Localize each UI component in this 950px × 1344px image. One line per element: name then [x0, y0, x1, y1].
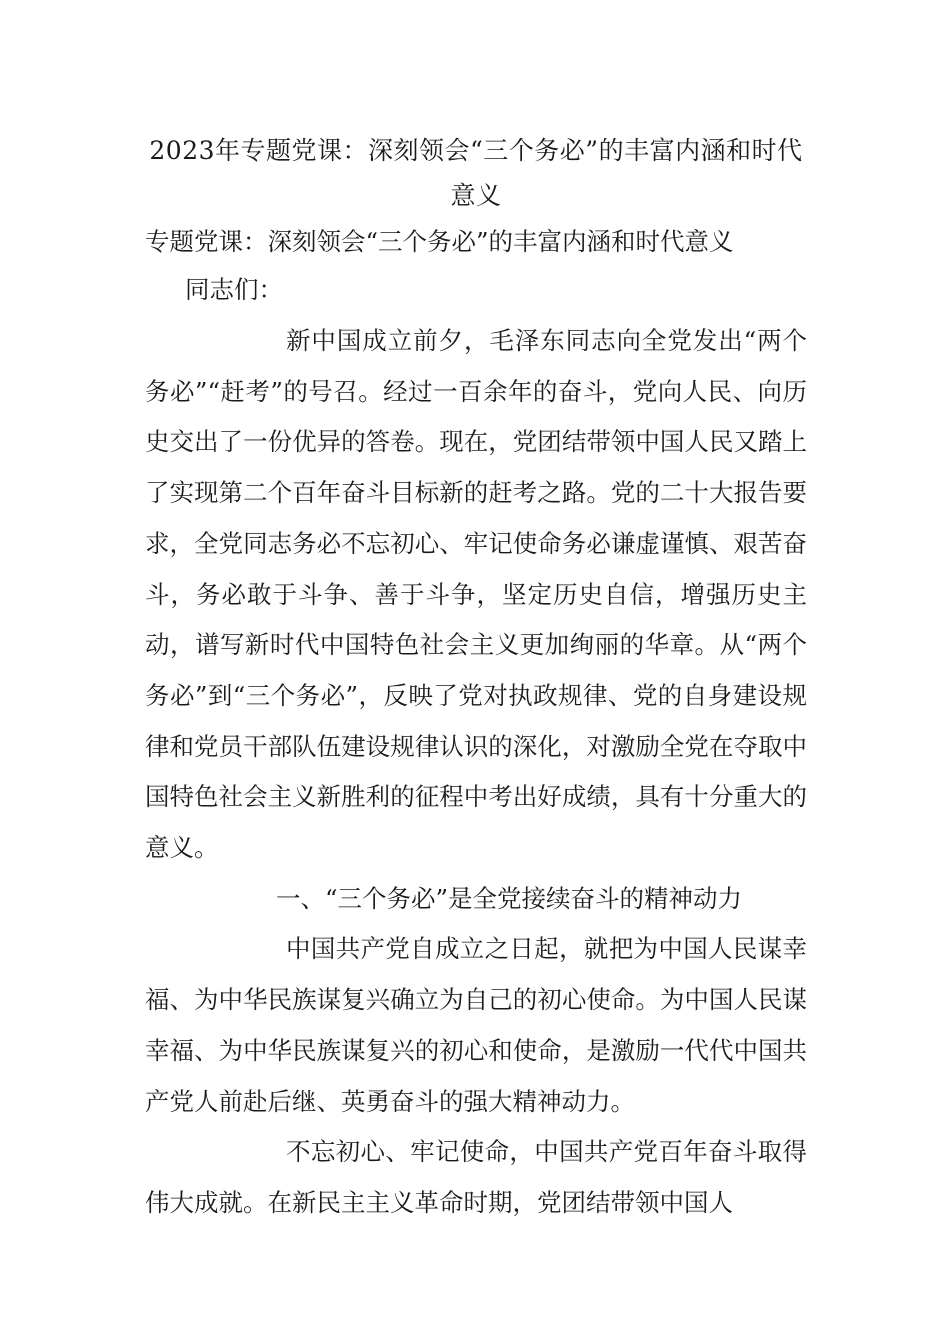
- document-page: [145, 128, 807, 1229]
- document-title: 2023年专题党课：深刻领会“三个务必”的丰富内涵和时代意义: [149, 136, 803, 210]
- body-paragraph: 不忘初心、牢记使命，中国共产党百年奋斗取得伟大成就。在新民主主义革命时期，党团结带领中国人: [145, 1137, 807, 1217]
- body-paragraph: 中国共产党自成立之日起，就把为中国人民谋幸福、为中华民族谋复兴确立为自己的初心使命。为中国人民谋幸福、为中华民族谋复兴的初心和使命，是激励一代代中国共产党人前赴后继、英勇奋斗的强大精神动力。: [145, 934, 807, 1116]
- section-heading: 一、“三个务必”是全党接续奋斗的精神动力: [276, 883, 743, 913]
- document-subtitle: 专题党课：深刻领会“三个务必”的丰富内涵和时代意义: [145, 227, 734, 256]
- body-paragraph: 新中国成立前夕，毛泽东同志向全党发出“两个务必”“赶考”的号召。经过一百余年的奋斗，党向人民、向历史交出了一份优异的答卷。现在，党团结带领中国人民又踏上了实现第二个百年奋斗目标新的赶考之路。党的二十大报告要求，全党同志务必不忘初心、牢记使命务必谦虚谨慎、艰苦奋斗，务必敢于斗争、善于斗争，坚定历史自信，增强历史主动，谱写新时代中国特色社会主义更加绚丽的华章。从“两个务必”到“三个务必”，反映了党对执政规律、党的自身建设规律和党员干部队伍建设规律认识的深化，对激励全党在夺取中国特色社会主义新胜利的征程中考出好成绩，具有十分重大的意义。: [145, 326, 807, 863]
- greeting: 同志们：: [185, 275, 283, 304]
